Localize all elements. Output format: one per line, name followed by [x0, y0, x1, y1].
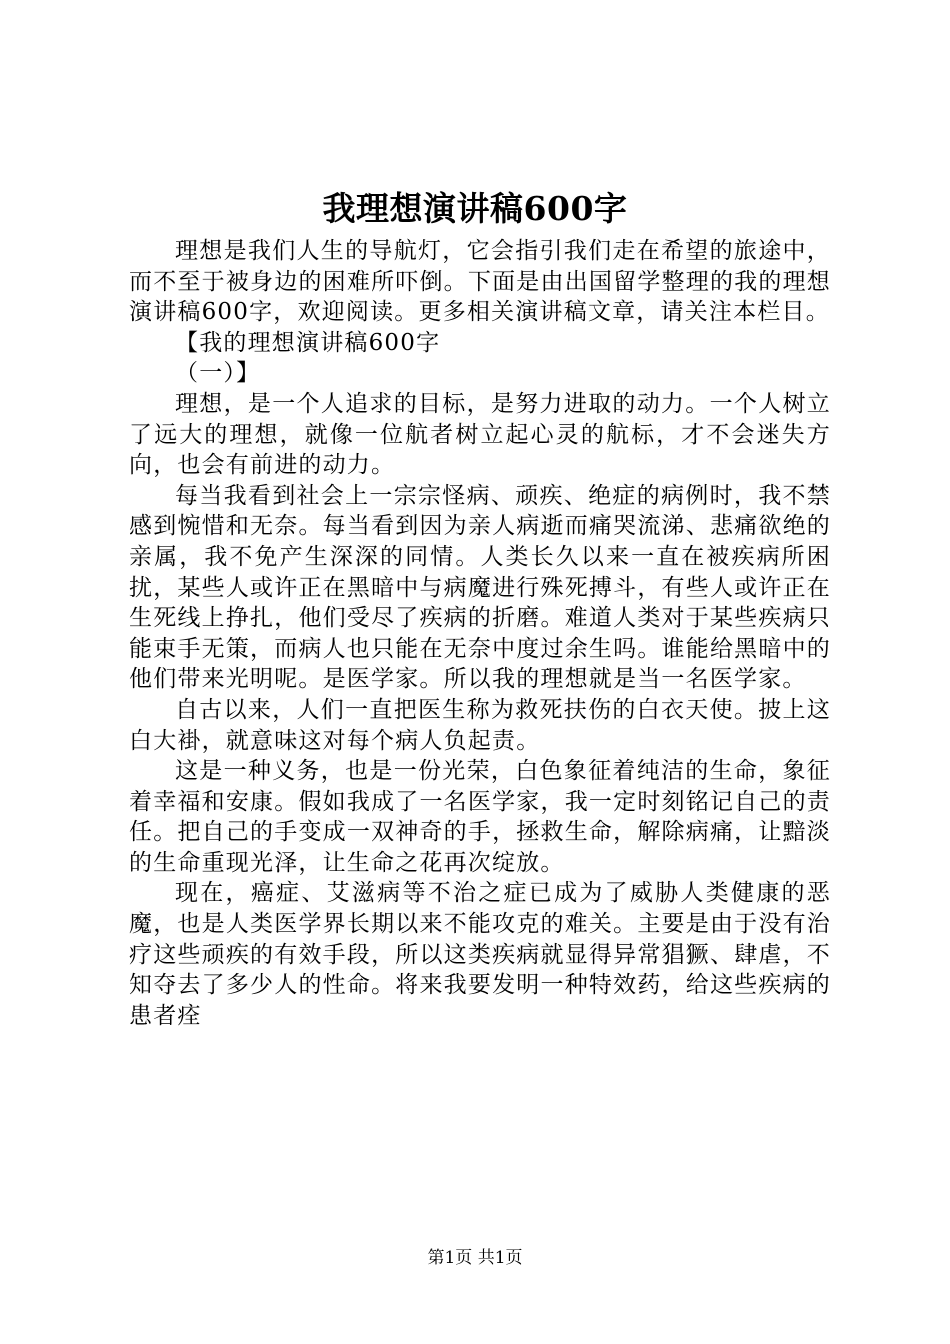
paragraph-duty: 这是一种义务，也是一份光荣，白色象征着纯洁的生命，象征着幸福和安康。假如我成了一名医学家，我一定时刻铭记自己的责任。把自己的手变成一双神奇的手，拯救生命，解除病痛，让黯淡的生命重现光泽，让生命之花再次绽放。	[129, 758, 831, 876]
paragraph-disease: 每当我看到社会上一宗宗怪病、顽疾、绝症的病例时，我不禁感到惋惜和无奈。每当看到因为亲人病逝而痛哭流涕、悲痛欲绝的亲属，我不免产生深深的同情。人类长久以来一直在被疾病所困扰，某些人或许正在黑暗中与病魔进行殊死搏斗，有些人或许正在生死线上挣扎，他们受尽了疾病的折磨。难道人类对于某些疾病只能束手无策，而病人也只能在无奈中度过余生吗。谁能给黑暗中的他们带来光明呢。是医学家。所以我的理想就是当一名医学家。	[129, 482, 831, 693]
paragraph-intro: 理想是我们人生的导航灯，它会指引我们走在希望的旅途中，而不至于被身边的困难所吓倒。下面是由出国留学整理的我的理想演讲稿600字，欢迎阅读。更多相关演讲稿文章，请关注本栏目。	[129, 238, 831, 326]
section-heading-line-2: （一）】	[175, 360, 261, 387]
document-body	[129, 236, 831, 1031]
paragraph-ideal: 理想，是一个人追求的目标，是努力进取的动力。一个人树立了远大的理想，就像一位航者树立起心灵的航标，才不会迷失方向，也会有前进的动力。	[129, 390, 831, 479]
paragraph-white-coat: 自古以来，人们一直把医生称为救死扶伤的白衣天使。披上这白大褂，就意味这对每个病人负起责。	[129, 696, 831, 754]
paragraph-cancer: 现在，癌症、艾滋病等不治之症已成为了威胁人类健康的恶魔，也是人类医学界长期以来不能攻克的难关。主要是由于没有治疗这些顽疾的有效手段，所以这类疾病就显得异常猖獗、肆虐，不知夺去了多少人的性命。将来我要发明一种特效药，给这些疾病的患者痊	[129, 880, 831, 1029]
section-heading-line-1: 【我的理想演讲稿600字	[175, 329, 441, 356]
page-number-footer: 第1页 共1页	[427, 1248, 523, 1268]
document-title: 我理想演讲稿600字	[322, 189, 628, 228]
